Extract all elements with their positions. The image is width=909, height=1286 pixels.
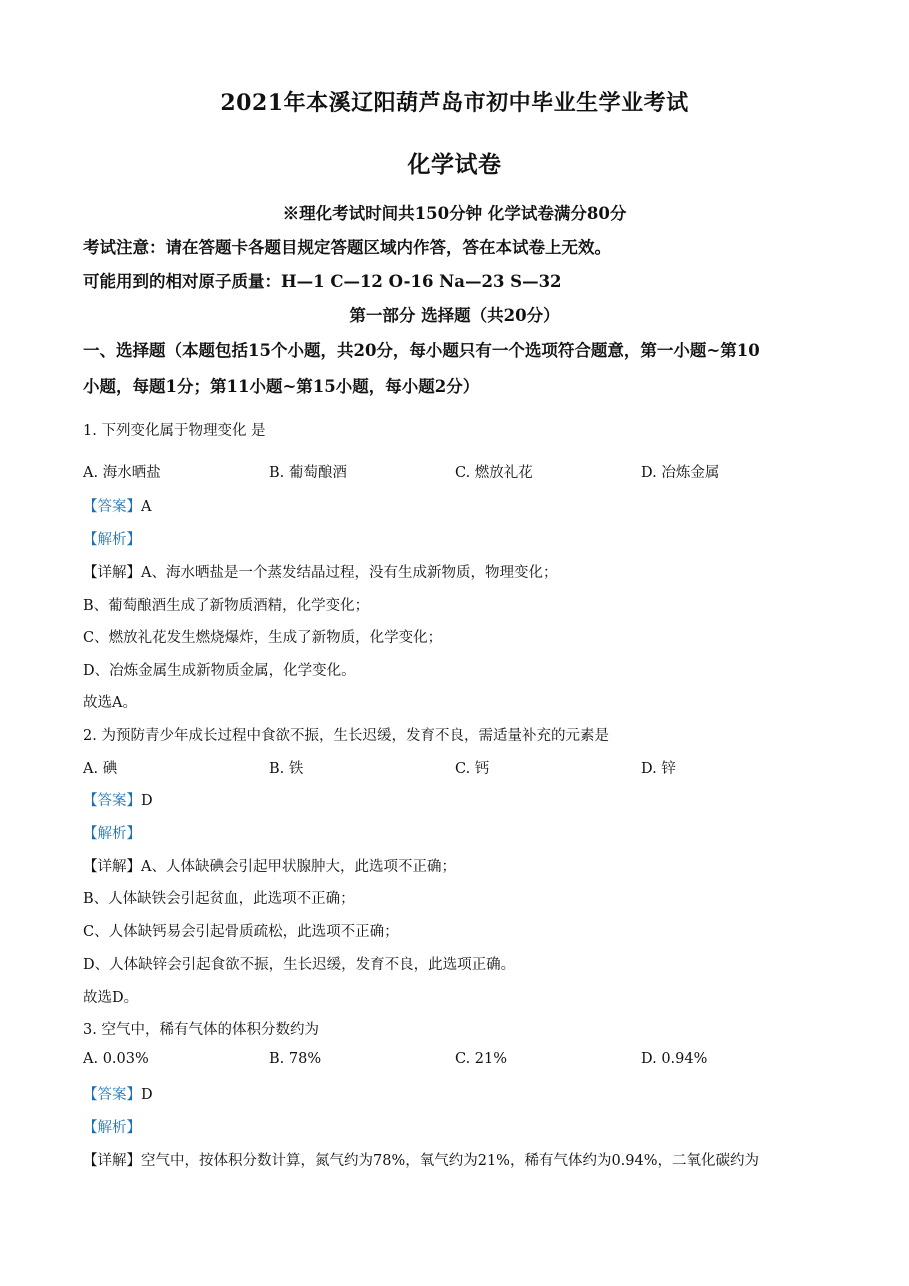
- question-2-analysis-label: 【解析】: [83, 826, 141, 842]
- answer-label: 【答案】: [83, 499, 141, 515]
- exam-subtitle: 化学试卷: [407, 151, 502, 178]
- section-instruction-line1: 一、选择题（本题包括15个小题，共20分，每小题只有一个选项符合题意，第一小题~第10: [83, 341, 760, 360]
- question-3-option-d: D. 0.94%: [641, 1051, 708, 1067]
- answer-value: D: [141, 793, 153, 809]
- detail-text: A、海水晒盐是一个蒸发结晶过程，没有生成新物质，物理变化；: [141, 565, 558, 581]
- question-3-option-c: C. 21%: [455, 1051, 508, 1067]
- question-1-detail-1: [83, 561, 828, 582]
- answer-value: A: [141, 499, 152, 515]
- detail-text: 空气中，按体积分数计算，氮气约为78%，氧气约为21%，稀有气体约为0.94%，二氧化碳约为: [141, 1153, 760, 1169]
- detail-text: A、人体缺碘会引起甲状腺肿大，此选项不正确；: [141, 859, 456, 875]
- question-1-detail-2: B、葡萄酿酒生成了新物质酒精，化学变化；: [83, 598, 370, 614]
- question-1-answer: [83, 495, 828, 516]
- question-2-option-a: A. 碘: [83, 761, 118, 777]
- question-1-detail-3: C、燃放礼花发生燃烧爆炸，生成了新物质，化学变化；: [83, 630, 443, 646]
- answer-label: 【答案】: [83, 793, 141, 809]
- atomic-masses: 可能用到的相对原子质量：H—1 C—12 O-16 Na—23 S—32: [83, 272, 562, 291]
- answer-label: 【答案】: [83, 1087, 141, 1103]
- time-note: ※理化考试时间共150分钟 化学试卷满分80分: [282, 204, 627, 223]
- question-3-option-a: A. 0.03%: [83, 1051, 149, 1067]
- question-1-option-c: C. 燃放礼花: [455, 465, 533, 481]
- question-2-detail-4: D、人体缺锌会引起食欲不振，生长迟缓，发育不良，此选项正确。: [83, 957, 516, 973]
- question-3-options: [83, 1051, 828, 1071]
- question-1-options: [83, 461, 828, 481]
- question-3-answer: [83, 1083, 828, 1104]
- question-3-analysis-label: 【解析】: [83, 1120, 141, 1136]
- question-1-conclusion: 故选A。: [83, 695, 137, 711]
- exam-title: 2021年本溪辽阳葫芦岛市初中毕业生学业考试: [220, 90, 689, 116]
- question-1-option-a: A. 海水晒盐: [83, 465, 161, 481]
- question-3-stem: 3. 空气中，稀有气体的体积分数约为: [83, 1022, 319, 1038]
- question-2-option-c: C. 钙: [455, 761, 490, 777]
- question-3-detail-1: [83, 1149, 828, 1170]
- question-2-detail-1: [83, 855, 828, 876]
- question-3-option-b: B. 78%: [269, 1051, 322, 1067]
- question-2-option-b: B. 铁: [269, 761, 304, 777]
- question-2-stem: 2. 为预防青少年成长过程中食欲不振，生长迟缓，发育不良，需适量补充的元素是: [83, 728, 609, 744]
- detail-label: 【详解】: [83, 859, 141, 875]
- answer-value: D: [141, 1087, 153, 1103]
- question-2-detail-3: C、人体缺钙易会引起骨质疏松，此选项不正确；: [83, 924, 399, 940]
- question-1-option-b: B. 葡萄酿酒: [269, 465, 347, 481]
- detail-label: 【详解】: [83, 1153, 141, 1169]
- question-2-options: [83, 757, 828, 777]
- exam-notice: 考试注意：请在答题卡各题目规定答题区域内作答，答在本试卷上无效。: [83, 238, 611, 257]
- part-title: 第一部分 选择题（共20分）: [349, 306, 560, 325]
- question-1-option-d: D. 冶炼金属: [641, 465, 720, 481]
- section-instruction-line2: 小题，每题1分；第11小题~第15小题，每小题2分）: [83, 377, 480, 396]
- question-2-conclusion: 故选D。: [83, 990, 139, 1006]
- question-2-option-d: D. 锌: [641, 761, 676, 777]
- question-2-detail-2: B、人体缺铁会引起贫血，此选项不正确；: [83, 891, 355, 907]
- question-1-stem: 1. 下列变化属于物理变化 是: [83, 423, 266, 439]
- question-2-answer: [83, 789, 828, 810]
- question-1-analysis-label: 【解析】: [83, 532, 141, 548]
- detail-label: 【详解】: [83, 565, 141, 581]
- question-1-detail-4: D、冶炼金属生成新物质金属，化学变化。: [83, 663, 356, 679]
